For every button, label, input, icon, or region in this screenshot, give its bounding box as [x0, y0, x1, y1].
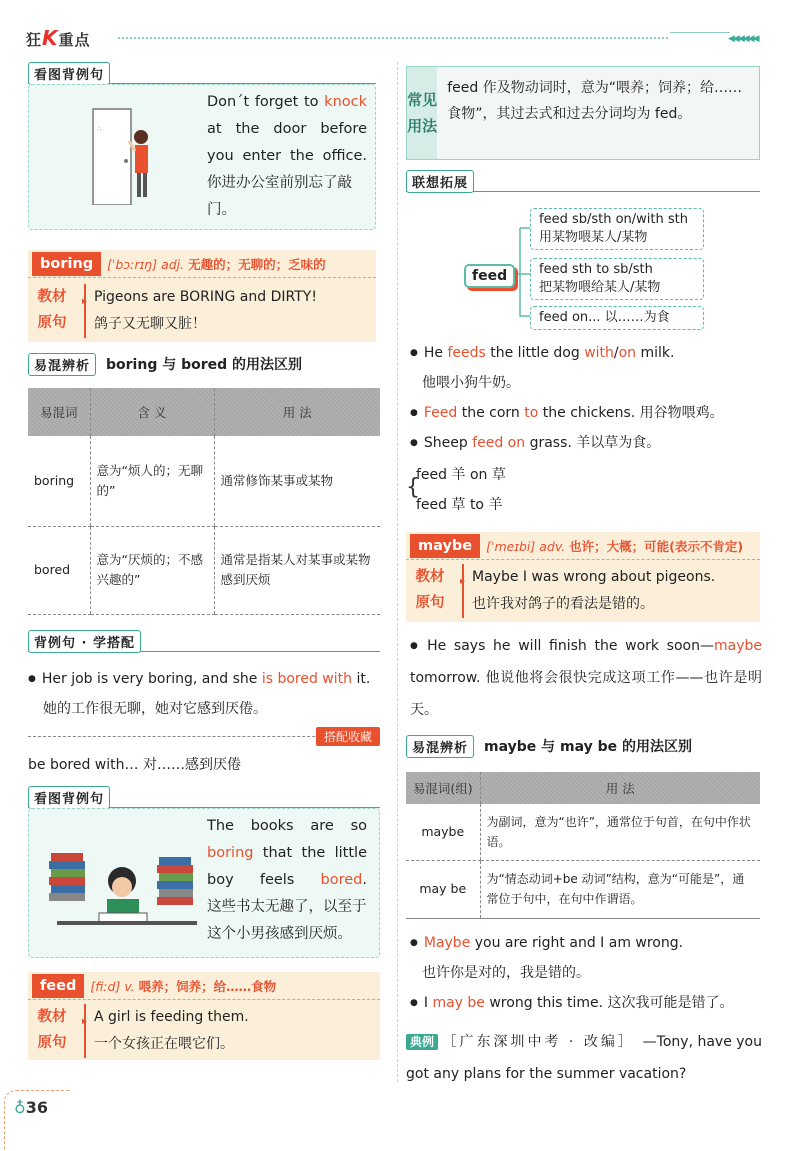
pic2-chinese: 这些书太无趣了，以至于这个小男孩感到厌烦。: [207, 899, 367, 942]
table-row: maybe 为副词，意为“也许”，通常位于句首，在句中作状语。: [406, 804, 760, 860]
headword-definition: [ˈmeɪbi] adv. 也许；大概；可能(表示不肯定): [486, 538, 744, 554]
example-line: ● Sheep feed on grass. 羊以草为食。: [410, 428, 764, 458]
source-arrow-icon: [84, 1004, 86, 1058]
pic1-english: Don´t forget to knock at the door before you enter the office.: [207, 94, 367, 164]
confuse-section-2: [406, 734, 760, 919]
confuse-title: maybe 与 may be 的用法区别: [484, 739, 693, 755]
example-english: A girl is feeding them.: [94, 1009, 249, 1025]
mindmap-center: feed: [464, 264, 515, 288]
source-label: 教材 原句: [37, 1009, 67, 1051]
mindmap-branch-3: feed on... 以……为食: [530, 306, 704, 330]
example-chinese: 一个女孩正在喂它们。: [94, 1036, 234, 1052]
section-tag: 联想拓展: [406, 170, 474, 193]
pic-section-2: [28, 786, 380, 808]
example-english: Maybe I was wrong about pigeons.: [472, 569, 716, 585]
association-section: [406, 170, 760, 192]
brace-line-1: feed 羊 on 草: [416, 467, 506, 483]
headword-definition: [fiːd] v. 喂养；饲养；给……食物: [90, 978, 277, 994]
headword: maybe: [410, 534, 480, 558]
feed-examples: [410, 338, 764, 458]
pic-box-1: [28, 84, 376, 230]
section-tag: 看图背例句: [28, 786, 110, 809]
collocation-example-zh: 她的工作很无聊，她对它感到厌倦。: [43, 701, 267, 717]
example-line: ● He feeds the little dog with/on milk.: [410, 338, 764, 368]
pic-section-1: [28, 62, 376, 84]
word-entry-feed: [28, 972, 380, 1060]
example-english: Pigeons are BORING and DIRTY!: [94, 289, 317, 305]
section-tag: 背例句 · 学搭配: [28, 630, 141, 653]
table-header: 用 法: [214, 388, 380, 436]
collocation-example: ● Her job is very boring, and she is bored with it.: [28, 664, 380, 694]
girl-knocking-door-illustration: [85, 105, 155, 205]
source-arrow-icon: [462, 564, 464, 618]
column-divider: [397, 62, 398, 1082]
common-usage-text: feed 作及物动词时，意为“喂养；饲养；给……食物”，其过去式和过去分词均为 fed。: [447, 80, 742, 122]
pic1-chinese: 你进办公室前别忘了敲门。: [207, 175, 352, 218]
brace-line-2: feed 草 to 羊: [416, 497, 503, 513]
balloon-icon: ♁: [14, 1098, 26, 1117]
brace-icon: {: [406, 475, 420, 500]
confuse-section-1: [28, 352, 376, 615]
collocation-section: [28, 630, 380, 744]
headword: feed: [32, 974, 84, 998]
common-usage-label: 常见 用法: [407, 67, 437, 159]
collect-badge: 搭配收藏: [316, 727, 380, 746]
source-label: 教材 原句: [37, 289, 67, 331]
svg-text:∴: ∴: [97, 125, 102, 133]
section-tag: 看图背例句: [28, 62, 110, 85]
section-tag: 易混辨析: [406, 735, 474, 758]
typical-tag: 典例: [406, 1034, 438, 1050]
header-divider: [118, 37, 668, 39]
pic-box-2: [28, 808, 380, 958]
word-entry-boring: [28, 250, 376, 342]
typical-example: 典例 ［广东深圳中考 · 改编］ —Tony, have you got any plans for the summer vacation?: [406, 1034, 762, 1082]
brand-logo: 狂K重点: [26, 26, 91, 50]
table-row: bored 意为“厌烦的；不感兴趣的” 通常是指某人对某事或某物感到厌烦: [28, 526, 380, 614]
boy-with-books-illustration: [47, 843, 197, 933]
section-tag: 易混辨析: [28, 353, 96, 376]
mindmap-branch-2: feed sth to sb/sth 把某物喂给某人/某物: [530, 258, 704, 300]
table-row: may be 为“情态动词+be 动词”结构，意为“可能是”，通常位于句中，在句中作谓语。: [406, 860, 760, 918]
collocation-phrase: be bored with… 对……感到厌倦: [28, 757, 241, 773]
headword-definition: [ˈbɔːrɪŋ] adj. 无趣的；无聊的；乏味的: [107, 256, 326, 272]
maybe-examples: ● Maybe you are right and I am wrong. 也许你是对的，我是错的。 ● I may be wrong this time. 这次我可能是错了。: [410, 928, 762, 1018]
example-chinese: 也许我对鸽子的看法是错的。: [472, 596, 654, 612]
table-row: boring 意为“烦人的；无聊的” 通常修饰某事或某物: [28, 436, 380, 526]
header-divider-right: [670, 32, 730, 33]
mindmap-branch-1: feed sb/sth on/with sth 用某物喂某人/某物: [530, 208, 704, 250]
common-usage-box: [406, 66, 760, 160]
confuse-table-2: [406, 772, 760, 919]
confuse-table-1: [28, 388, 380, 615]
headword: boring: [32, 252, 101, 276]
header-arrows-icon: ◀◀◀◀◀◀: [728, 34, 758, 44]
table-header: 易混词: [28, 388, 90, 436]
table-header: 含 义: [90, 388, 214, 436]
source-arrow-icon: [84, 284, 86, 338]
example-chinese: 鸽子又无聊又脏！: [94, 316, 206, 332]
pic2-english: The books are so boring that the little boy feels bored.: [207, 818, 367, 888]
confuse-title: boring 与 bored 的用法区别: [106, 357, 303, 373]
page-number: ♁36: [14, 1098, 48, 1117]
example-line-zh: 他喂小狗牛奶。: [422, 375, 520, 391]
source-label: 教材 原句: [415, 569, 445, 611]
table-header: 用 法: [480, 772, 760, 804]
example-line: ● Feed the corn to the chickens. 用谷物喂鸡。: [410, 398, 764, 428]
table-header: 易混词(组): [406, 772, 480, 804]
word-entry-maybe: [406, 532, 760, 622]
maybe-example: ● He says he will finish the work soon—maybe tomorrow. 他说他将会很快完成这项工作——也许是明天。: [410, 630, 762, 726]
